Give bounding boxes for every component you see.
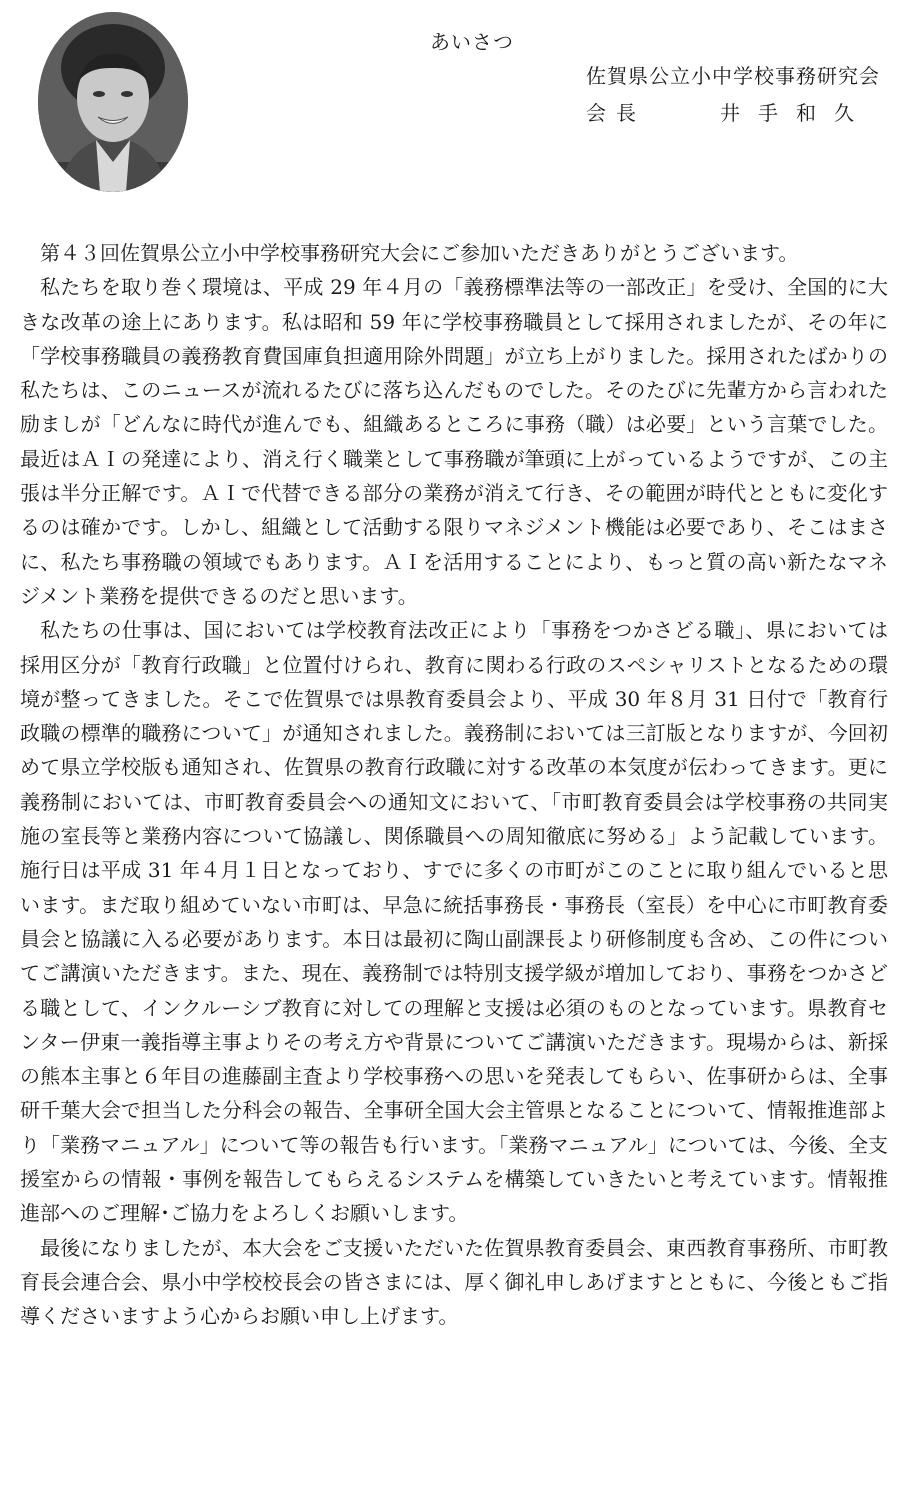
page-title: あいさつ	[430, 30, 514, 54]
paragraph-4: 最後になりましたが、本大会をご支援いただいた佐賀県教育委員会、東西教育事務所、市町教育長会連合会、県小中学校校長会の皆さまには、厚く御礼申しあげますとともに、今後ともご指導くださいますよう心からお願い申し上げます。	[20, 1235, 888, 1329]
author-line	[586, 97, 886, 126]
portrait-photo-icon	[38, 12, 188, 192]
paragraph-3: 私たちの仕事は、国においては学校教育法改正により「事務をつかさどる職」、県においては採用区分が「教育行政職」と位置付けられ、教育に関わる行政のスペシャリストとなるための環境が整ってきました。そこで佐賀県では県教育委員会より、平成 30 年８月 31 日付で「教育行政職の標準的職務について」が通知されました。義務制においては三訂版となりますが、今回初めて県立学校版も通知され、佐賀県の教育行政職に対する改革の本気度が伝わってきます。更に義務制においては、市町教育委員会への通知文において、「市町教育委員会は学校事務の共同実施の室長等と業務内容について協議し、関係職員への周知徹底に努める」よう記載しています。施行日は平成 31 年４月１日となっており、すでに多くの市町がこのことに取り組んでいると思います。まだ取り組めていない市町は、早急に統括事務長・事務長（室長）を中心に市町教育委員会と協議に入る必要があります。本日は最初に陶山副課長より研修制度も含め、この件についてご講演いただきます。また、現在、義務制では特別支援学級が増加しており、事務をつかさどる職として、インクルーシブ教育に対しての理解と支援は必須のものとなっています。県教育センター伊東一義指導主事よりその考え方や背景についてご講演いただきます。現場からは、新採の熊本主事と６年目の進藤副主査より学校事務への思いを発表してもらい、佐事研からは、全事研千葉大会で担当した分科会の報告、全事研全国大会主管県となることについて、情報推進部より「業務マニュアル」について等の報告も行います。「業務マニュアル」については、今後、全支援室からの情報・事例を報告してもらえるシステムを構築していきたいと考えています。情報推進部へのご理解･ご協力をよろしくお願いします。	[20, 618, 888, 1226]
portrait-photo	[38, 12, 188, 192]
author-name: 井手和久	[720, 101, 872, 125]
author-role: 会長	[586, 101, 646, 125]
greeting-body	[20, 236, 888, 1334]
paragraph-2: 私たちを取り巻く環境は、平成 29 年４月の「義務標準法等の一部改正」を受け、全国的に大きな改革の途上にあります。私は昭和 59 年に学校事務職員として採用されましたが、その年に「学校事務職員の義務教育費国庫負担適用除外問題」が立ち上がりました。採用されたばかりの私たちは、このニュースが流れるたびに落ち込んだものでした。そのたびに先輩方から言われた励ましが「どんなに時代が進んでも、組織あるところに事務（職）は必要」という言葉でした。最近はＡＩの発達により、消え行く職業として事務職が筆頭に上がっているようですが、この主張は半分正解です。ＡＩで代替できる部分の業務が消えて行き、その範囲が時代とともに変化するのは確かです。しかし、組織として活動する限りマネジメント機能は必要であり、そこはまさに、私たち事務職の領域でもあります。ＡＩを活用することにより、もっと質の高い新たなマネジメント業務を提供できるのだと思います。	[20, 275, 888, 608]
paragraph-1: 第４３回佐賀県公立小中学校事務研究大会にご参加いただきありがとうございます。	[40, 241, 799, 265]
organization-name: 佐賀県公立小中学校事務研究会	[586, 64, 880, 88]
